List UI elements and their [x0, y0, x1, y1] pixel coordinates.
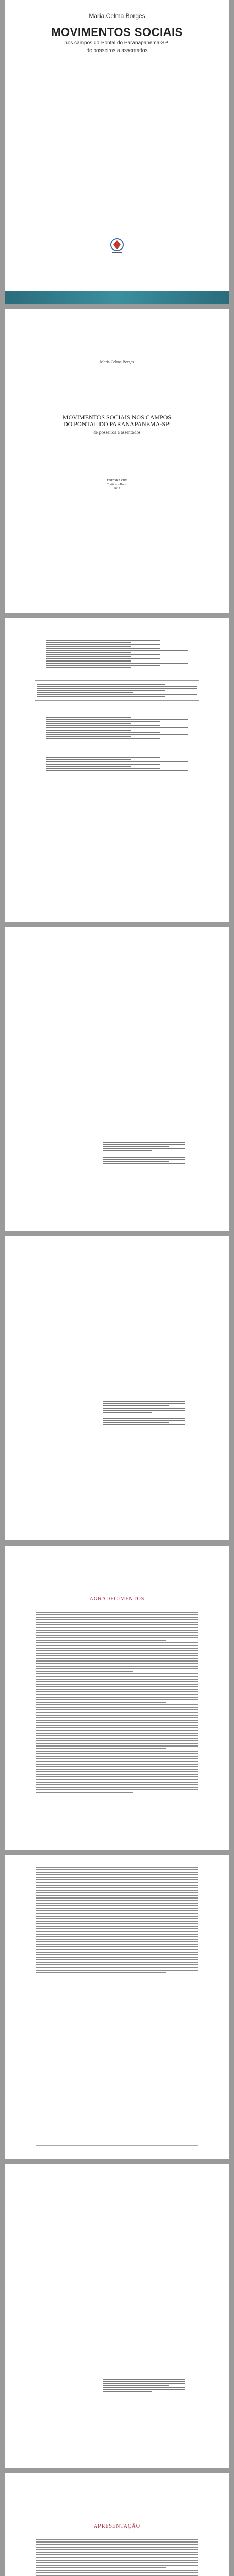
cover-page [5, 0, 229, 304]
cover-author: Maria Celma Borges [89, 12, 145, 20]
publisher-city: Curitiba – Brasil [107, 483, 127, 486]
presentation-body [36, 2537, 198, 2576]
epigraph-page-2 [5, 2164, 229, 2468]
epigraph-page [5, 927, 229, 1231]
publisher-logo-icon [109, 237, 125, 255]
title-page [5, 309, 229, 613]
catalog-record-box [35, 680, 199, 701]
title-line-1: MOVIMENTOS SOCIAIS NOS CAMPOS [62, 414, 172, 421]
publisher-year: 2017 [114, 487, 120, 490]
acknowledgements-page-2 [5, 1855, 229, 2159]
cover-subtitle: nos campos do Pontal do Paranapanema-SP: [64, 40, 170, 46]
catalog-page [5, 618, 229, 922]
footnote [36, 2143, 198, 2147]
board-block [46, 756, 188, 772]
title-page-subtitle: de posseiros a assentados [93, 430, 141, 435]
epigraph-text [103, 1141, 185, 1165]
title-page-author: Maria Celma Borges [99, 360, 135, 364]
credits-block [46, 639, 188, 669]
acknowledgements-page [5, 1546, 229, 1850]
title-line-2: DO PONTAL DO PARANAPANEMA-SP: [63, 420, 171, 428]
cover-subtitle-2: de posseiros a assentados [86, 48, 148, 54]
publisher-name: EDITORA CRV [107, 479, 127, 482]
acknowledgements-body [36, 1610, 198, 1794]
dedication-page [5, 1236, 229, 1540]
presentation-heading: APRESENTAÇÃO [93, 2523, 141, 2529]
presentation-page [5, 2473, 229, 2576]
title-page-title [5, 414, 229, 428]
acknowledgements-heading: AGRADECIMENTOS [89, 1596, 145, 1602]
cover-bottom-stripe [5, 291, 229, 304]
rights-block [46, 716, 188, 740]
epigraph-2-text [103, 2378, 185, 2393]
dedication-text [103, 1400, 185, 1426]
acknowledgements-body-2 [36, 1865, 198, 1975]
cover-title: MOVIMENTOS SOCIAIS [51, 26, 183, 39]
